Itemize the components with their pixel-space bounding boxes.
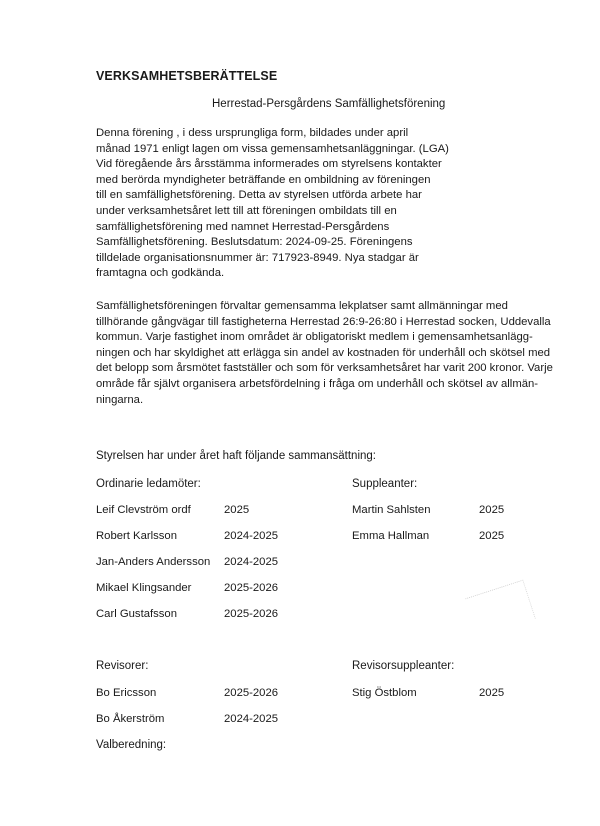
text-line: Vid föregående års årsstämma informerades om styrelsens kontakter <box>96 158 442 171</box>
text-line: Samfällighetsföreningen förvaltar gemensamma lekplatser samt allmänningar med <box>96 300 508 312</box>
member-term: 2024-2025 <box>224 530 279 542</box>
purpose-paragraph <box>96 299 553 408</box>
text-line: till en samfällighetsförening. Detta av styrelsen utförda arbete har <box>96 189 422 202</box>
nomination-committee-heading: Valberedning: <box>96 739 167 751</box>
member-term: 2025 <box>224 504 250 516</box>
text-line: tillhörande gångvägar till fastigheterna Herrestad 26:9-26:80 i Herrestad socken, Uddevalla <box>96 315 551 328</box>
deputy-term: 2025 <box>479 530 505 542</box>
deputy-name: Emma Hallman <box>352 530 430 542</box>
text-line: ningarna. <box>96 393 144 406</box>
member-name: Jan-Anders Andersson <box>96 556 211 568</box>
text-line: ningen och har skyldighet att erlägga sin andel av kostnaden för underhåll och skötsel med <box>96 346 551 359</box>
deputy-term: 2025 <box>479 504 505 516</box>
board-intro: Styrelsen har under året haft följande sammansättning: <box>96 450 376 462</box>
text-line: kommun. Varje fastighet inom området är obligatoriskt medlem i gemensamhetsanlägg- <box>96 331 533 344</box>
text-line: Denna förening , i dess ursprungliga form, bildades under april <box>96 127 409 139</box>
auditor-term: 2025-2026 <box>224 687 279 699</box>
text-line: månad 1971 enligt lagen om vissa gemensamhetsanläggningar. (LGA) <box>96 142 449 155</box>
text-line: under verksamhetsåret lett till att föreningen ombildats till en <box>96 204 397 217</box>
member-term: 2025-2026 <box>224 608 279 620</box>
text-line: Samfällighetsförening. Beslutsdatum: 2024-09-25. Föreningens <box>96 236 413 249</box>
auditors-heading: Revisorer: <box>96 660 149 672</box>
text-line: samfällighetsförening med namnet Herrestad-Persgårdens <box>96 220 390 233</box>
text-line: område får självt organisera arbetsfördelning i fråga om underhåll och skötsel av allmän- <box>96 377 539 390</box>
text-line: det belopp som årsmötet fastställer och som för verksamhetsåret har varit 200 kronor. Varje <box>96 362 553 375</box>
member-name: Carl Gustafsson <box>96 608 177 620</box>
member-term: 2025-2026 <box>224 582 279 594</box>
deputies-heading: Suppleanter: <box>352 478 418 490</box>
ordinary-members-heading: Ordinarie ledamöter: <box>96 478 201 490</box>
deputy-name: Martin Sahlsten <box>352 504 431 516</box>
auditor-name: Bo Åkerström <box>96 713 165 725</box>
deputy-auditor-name: Stig Östblom <box>352 687 417 699</box>
auditor-term: 2024-2025 <box>224 713 279 725</box>
deputy-auditor-term: 2025 <box>479 687 505 699</box>
document-title: VERKSAMHETSBERÄTTELSE <box>96 69 278 83</box>
auditor-name: Bo Ericsson <box>96 687 157 699</box>
member-name: Mikael Klingsander <box>96 582 192 594</box>
member-name: Robert Karlsson <box>96 530 177 542</box>
deputy-auditors-heading: Revisorsuppleanter: <box>352 660 455 672</box>
text-line: med berörda myndigheter beträffande en ombildning av föreningen <box>96 173 431 186</box>
member-term: 2024-2025 <box>224 556 279 568</box>
member-name: Leif Clevström ordf <box>96 504 191 516</box>
text-line: tilldelade organisationsnummer är: 717923-8949. Nya stadgar är <box>96 251 419 264</box>
history-paragraph <box>96 126 449 282</box>
association-name: Herrestad-Persgårdens Samfällighetsförening <box>212 98 446 110</box>
text-line: framtagna och godkända. <box>96 267 225 280</box>
paper-crease <box>465 580 536 638</box>
